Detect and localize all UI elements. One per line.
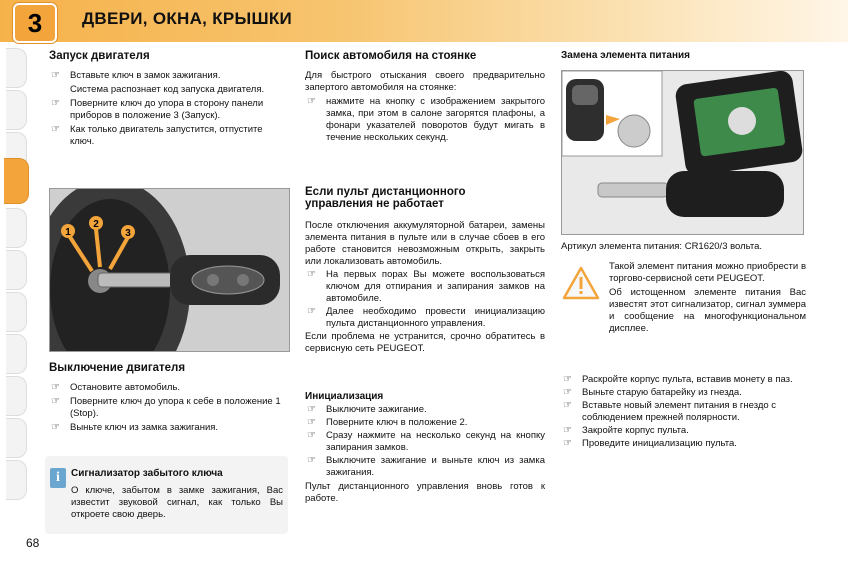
hand-pointer-icon: ☞ bbox=[563, 425, 572, 436]
list-item: ☞ Проведите инициализацию пульта. bbox=[563, 438, 737, 449]
hand-pointer-icon: ☞ bbox=[51, 422, 60, 433]
engine-start-title: Запуск двигателя bbox=[49, 50, 150, 62]
hand-pointer-icon: ☞ bbox=[307, 417, 316, 428]
forgotten-key-info-box bbox=[45, 456, 288, 534]
hand-pointer-icon: ☞ bbox=[563, 400, 572, 411]
battery-illustration bbox=[562, 71, 803, 234]
chapter-tab[interactable] bbox=[6, 334, 27, 374]
chapter-tab[interactable] bbox=[6, 376, 27, 416]
remote-fail-section bbox=[305, 186, 545, 355]
engine-start-note: Система распознает код запуска двигателя. bbox=[70, 84, 265, 95]
list-item: ☞ Выключите зажигание. bbox=[307, 404, 427, 415]
find-car-section bbox=[305, 50, 545, 144]
list-item: ☞ Поверните ключ до упора в сторону панели приборов в положение 3 (Запуск). bbox=[51, 98, 264, 121]
battery-title: Замена элемента питания bbox=[561, 50, 690, 61]
ignition-key-figure bbox=[49, 188, 290, 352]
warning-text-2: Об истощенном элементе питания Вас известят этот сигнализатор, сигнал зуммера и сообщение на многофункциональном дисплее. bbox=[609, 287, 806, 334]
hand-pointer-icon: ☞ bbox=[307, 306, 316, 317]
info-box-title: Сигнализатор забытого ключа bbox=[71, 468, 223, 479]
remote-fail-intro: После отключения аккумуляторной батареи, замены элемента питания в пульте или в случае сбоев в его работе становится невозможным открыть, закрыть или локализовать автомобиль. bbox=[305, 220, 545, 267]
warning-text-1: Такой элемент питания можно приобрести в торгово-сервисной сети PEUGEOT. bbox=[609, 261, 806, 284]
hand-pointer-icon: ☞ bbox=[51, 124, 60, 135]
hand-pointer-icon: ☞ bbox=[51, 382, 60, 393]
initialization-title: Инициализация bbox=[305, 391, 384, 402]
chapter-tab[interactable] bbox=[6, 48, 27, 88]
ignition-key-illustration bbox=[50, 189, 289, 351]
callout-1: 1 bbox=[65, 227, 71, 238]
warning-triangle-icon bbox=[561, 265, 601, 301]
hand-pointer-icon: ☞ bbox=[563, 438, 572, 449]
hand-pointer-icon: ☞ bbox=[51, 396, 60, 407]
list-item: ☞ Как только двигатель запустится, отпустите ключ. bbox=[51, 124, 263, 147]
list-item: ☞ Вставьте ключ в замок зажигания. bbox=[51, 70, 221, 81]
chapter-title: ДВЕРИ, ОКНА, КРЫШКИ bbox=[82, 9, 293, 28]
battery-figure bbox=[561, 70, 804, 235]
chapter-tab[interactable] bbox=[6, 250, 27, 290]
initialization-section bbox=[305, 391, 545, 505]
engine-stop-title: Выключение двигателя bbox=[49, 362, 186, 374]
chapter-tab-active[interactable] bbox=[4, 158, 29, 204]
list-item: ☞ Поверните ключ до упора к себе в положение 1 (Stop). bbox=[51, 396, 281, 419]
list-item: ☞ Выньте старую батарейку из гнезда. bbox=[563, 387, 742, 398]
page-number: 68 bbox=[26, 536, 40, 550]
hand-pointer-icon: ☞ bbox=[51, 70, 60, 81]
chapter-tab[interactable] bbox=[6, 90, 27, 130]
info-box-text: О ключе, забытом в замке зажигания, Вас известит звуковой сигнал, как только Вы откроете свою дверь. bbox=[71, 485, 283, 520]
chapter-tab[interactable] bbox=[6, 418, 27, 458]
list-item: ☞ Поверните ключ в положение 2. bbox=[307, 417, 468, 428]
list-item: ☞ Раскройте корпус пульта, вставив монету в паз. bbox=[563, 374, 793, 385]
chapter-tab[interactable] bbox=[6, 208, 27, 248]
list-item: ☞ Выньте ключ из замка зажигания. bbox=[51, 422, 219, 433]
chapter-tab[interactable] bbox=[6, 292, 27, 332]
find-car-title: Поиск автомобиля на стоянке bbox=[305, 50, 477, 62]
battery-article: Артикул элемента питания: CR1620/3 вольта. bbox=[561, 241, 763, 252]
hand-pointer-icon: ☞ bbox=[563, 387, 572, 398]
engine-stop-section bbox=[49, 362, 289, 434]
hand-pointer-icon: ☞ bbox=[307, 404, 316, 415]
battery-warning bbox=[561, 261, 806, 335]
hand-pointer-icon: ☞ bbox=[307, 455, 316, 466]
remote-fail-title: Если пульт дистанционного управления не работает bbox=[305, 186, 466, 210]
hand-pointer-icon: ☞ bbox=[51, 98, 60, 109]
chapter-header bbox=[0, 0, 848, 42]
battery-section bbox=[561, 50, 806, 61]
list-item: ☞ Вставьте новый элемент питания в гнездо с соблюдением прежней полярности. bbox=[563, 400, 777, 423]
list-item: ☞ Закройте корпус пульта. bbox=[563, 425, 689, 436]
list-item: ☞ Сразу нажмите на несколько секунд на кнопку запирания замков. bbox=[307, 430, 545, 453]
chapter-number: 3 bbox=[13, 3, 57, 43]
chapter-tabs bbox=[0, 48, 28, 508]
hand-pointer-icon: ☞ bbox=[307, 96, 316, 107]
callout-2: 2 bbox=[93, 219, 99, 230]
remote-fail-outro: Если проблема не устранится, срочно обратитесь в сервисную сеть PEUGEOT. bbox=[305, 331, 545, 354]
list-item: ☞ Далее необходимо провести инициализацию пульта дистанционного управления. bbox=[307, 306, 545, 329]
callout-3: 3 bbox=[125, 228, 131, 239]
list-item: ☞ нажмите на кнопку с изображением закрытого замка, при этом в салоне загорятся плафоны, а фонари указателей поворотов будут мигать в течение нескольких секунд. bbox=[307, 96, 545, 143]
list-item: ☞ Остановите автомобиль. bbox=[51, 382, 181, 393]
chapter-tab[interactable] bbox=[6, 460, 27, 500]
info-icon: i bbox=[50, 468, 66, 488]
list-item: ☞ Выключите зажигание и выньте ключ из замка зажигания. bbox=[307, 455, 545, 478]
engine-start-section bbox=[49, 50, 289, 148]
list-item: ☞ На первых порах Вы можете воспользоваться ключом для отпирания и запирания замков на автомобиле. bbox=[307, 269, 545, 304]
initialization-outro: Пульт дистанционного управления вновь готов к работе. bbox=[305, 481, 545, 504]
hand-pointer-icon: ☞ bbox=[307, 269, 316, 280]
find-car-intro: Для быстрого отыскания своего предварительно запертого автомобиля на стоянке: bbox=[305, 70, 545, 93]
hand-pointer-icon: ☞ bbox=[307, 430, 316, 441]
hand-pointer-icon: ☞ bbox=[563, 374, 572, 385]
battery-steps bbox=[561, 370, 806, 450]
